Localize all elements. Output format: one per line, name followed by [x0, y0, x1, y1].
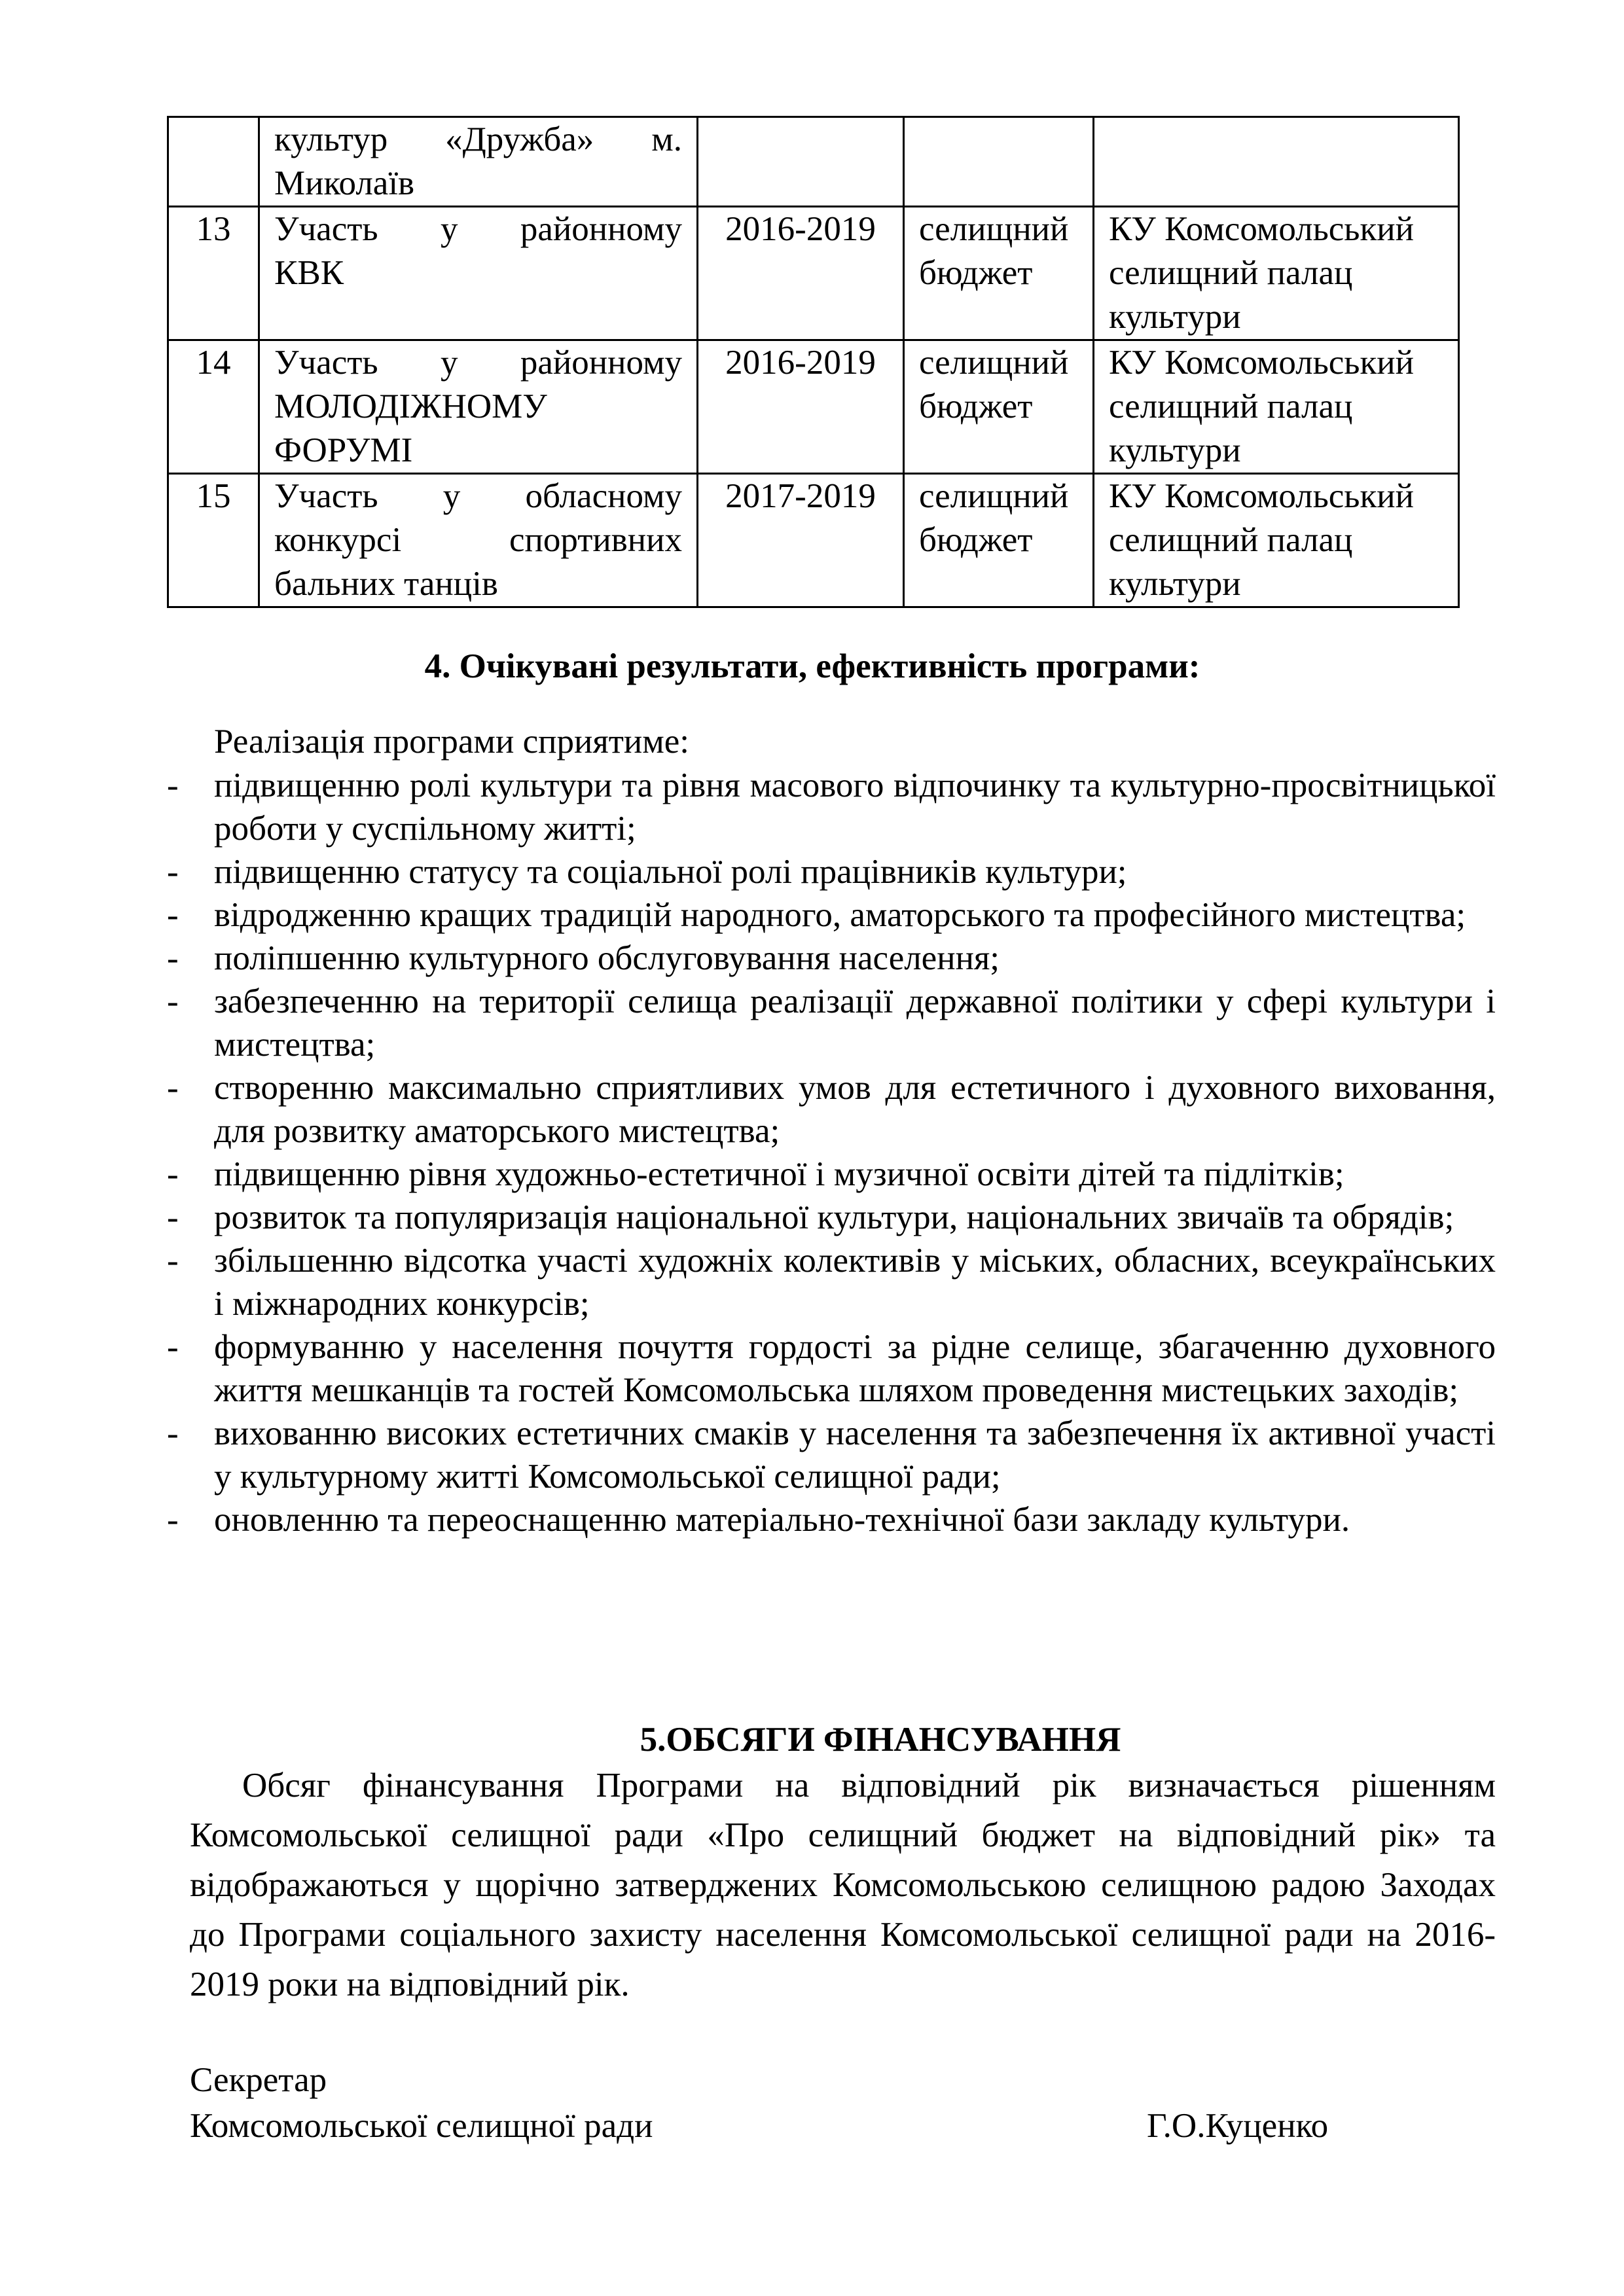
list-item — [167, 980, 1496, 1066]
list-item-text: поліпшенню культурного обслуговування населення; — [214, 939, 1000, 977]
list-item — [167, 1066, 1496, 1153]
bullet-dash: - — [167, 1501, 179, 1539]
list-item — [167, 1239, 1496, 1325]
bullet-dash: - — [167, 1198, 179, 1236]
row-number — [168, 117, 259, 207]
list-item-text: підвищенню статусу та соціальної ролі працівників культури; — [214, 853, 1127, 891]
measure-term: 2016-2019 — [698, 340, 904, 474]
list-item-text: збільшенню відсотка участі художніх колективів у міських, обласних, всеукраїнських і міжнародних конкурсів; — [214, 1242, 1496, 1323]
table-row — [168, 340, 1459, 474]
measure-name-line: конкурсі спортивних — [274, 521, 682, 559]
financing-paragraph: Обсяг фінансування Програми на відповідний рік визначається рішенням Комсомольської селищної ради «Про селищний бюджет на відповідний рік» та відображаються у щорічно затверджених Комсомольською селищною радою Заходах до Програми соціального захисту населення Комсомольської селищної ради на 2016-2019 роки на відповідний рік. — [190, 1767, 1496, 2003]
list-item-text: формуванню у населення почуття гордості за рідне селище, збагаченню духовного життя мешканців та гостей Комсомольська шляхом проведення мистецьких заходів; — [214, 1328, 1496, 1409]
bullet-dash: - — [167, 766, 179, 804]
signatory-name: Г.О.Куценко — [1147, 2107, 1329, 2145]
list-item — [167, 1412, 1496, 1498]
measure-name-line: Миколаїв — [274, 164, 415, 202]
list-item — [167, 1325, 1496, 1412]
bullet-dash: - — [167, 1069, 179, 1107]
funding-source — [904, 117, 1094, 207]
expected-results-list — [167, 764, 1496, 1541]
list-item — [167, 850, 1496, 893]
measure-term: 2017-2019 — [698, 474, 904, 607]
list-item — [167, 1153, 1496, 1196]
bullet-dash: - — [167, 1414, 179, 1452]
bullet-dash: - — [167, 1328, 179, 1366]
row-number: 15 — [168, 474, 259, 607]
measure-name — [259, 474, 698, 607]
list-item-text: підвищенню ролі культури та рівня масового відпочинку та культурно-просвітницької роботи у суспільному житті; — [214, 766, 1496, 848]
bullet-dash: - — [167, 982, 179, 1020]
measure-name-line: Участь у обласному — [274, 477, 682, 515]
list-item — [167, 893, 1496, 937]
program-measures-table — [167, 116, 1460, 608]
executor: КУ Комсомольський селищний палац культури — [1094, 474, 1459, 607]
list-item-text: оновленню та переоснащенню матеріально-технічної бази закладу культури. — [214, 1501, 1350, 1539]
signatory-organization: Комсомольської селищної ради — [190, 2107, 653, 2145]
section-4-heading: 4. Очікувані результати, ефективність програми: — [424, 647, 1200, 685]
executor — [1094, 117, 1459, 207]
row-number: 14 — [168, 340, 259, 474]
section-4-intro: Реалізація програми сприятиме: — [214, 723, 690, 761]
measure-name-line: Участь у районному — [274, 210, 682, 248]
list-item — [167, 1196, 1496, 1239]
table-row — [168, 474, 1459, 607]
funding-source: селищний бюджет — [904, 340, 1094, 474]
bullet-dash: - — [167, 896, 179, 934]
bullet-dash: - — [167, 1155, 179, 1193]
list-item — [167, 764, 1496, 850]
list-item — [167, 1498, 1496, 1541]
list-item — [167, 937, 1496, 980]
measure-name-line: культур «Дружба» м. — [274, 120, 682, 158]
executor: КУ Комсомольський селищний палац культури — [1094, 340, 1459, 474]
table-row — [168, 117, 1459, 207]
list-item-text: створенню максимально сприятливих умов для естетичного і духовного виховання, для розвитку аматорського мистецтва; — [214, 1069, 1496, 1150]
funding-source: селищний бюджет — [904, 207, 1094, 340]
list-item-text: підвищенню рівня художньо-естетичної і музичної освіти дітей та підлітків; — [214, 1155, 1344, 1193]
bullet-dash: - — [167, 853, 179, 891]
signatory-title: Секретар — [190, 2061, 327, 2099]
measure-name-line: ФОРУМІ — [274, 431, 413, 469]
funding-source: селищний бюджет — [904, 474, 1094, 607]
measure-name-line: бальних танців — [274, 565, 498, 603]
section-5-heading: 5.ОБСЯГИ ФІНАНСУВАННЯ — [640, 1721, 1121, 1759]
bullet-dash: - — [167, 1242, 179, 1280]
list-item-text: забезпеченню на території селища реалізації державної політики у сфері культури і мистецтва; — [214, 982, 1496, 1064]
measure-name-line: МОЛОДІЖНОМУ — [274, 387, 547, 425]
measure-name — [259, 207, 698, 340]
list-item-text: вихованню високих естетичних смаків у населення та забезпечення їх активної участі у культурному житті Комсомольської селищної ради; — [214, 1414, 1496, 1496]
table-row — [168, 207, 1459, 340]
measure-name — [259, 117, 698, 207]
measure-name-line: КВК — [274, 254, 344, 292]
measure-name — [259, 340, 698, 474]
measure-name-line: Участь у районному — [274, 344, 682, 382]
measure-term — [698, 117, 904, 207]
list-item-text: розвиток та популяризація національної культури, національних звичаїв та обрядів; — [214, 1198, 1454, 1236]
bullet-dash: - — [167, 939, 179, 977]
row-number: 13 — [168, 207, 259, 340]
measure-term: 2016-2019 — [698, 207, 904, 340]
list-item-text: відродженню кращих традицій народного, аматорського та професійного мистецтва; — [214, 896, 1466, 934]
executor: КУ Комсомольський селищний палац культури — [1094, 207, 1459, 340]
